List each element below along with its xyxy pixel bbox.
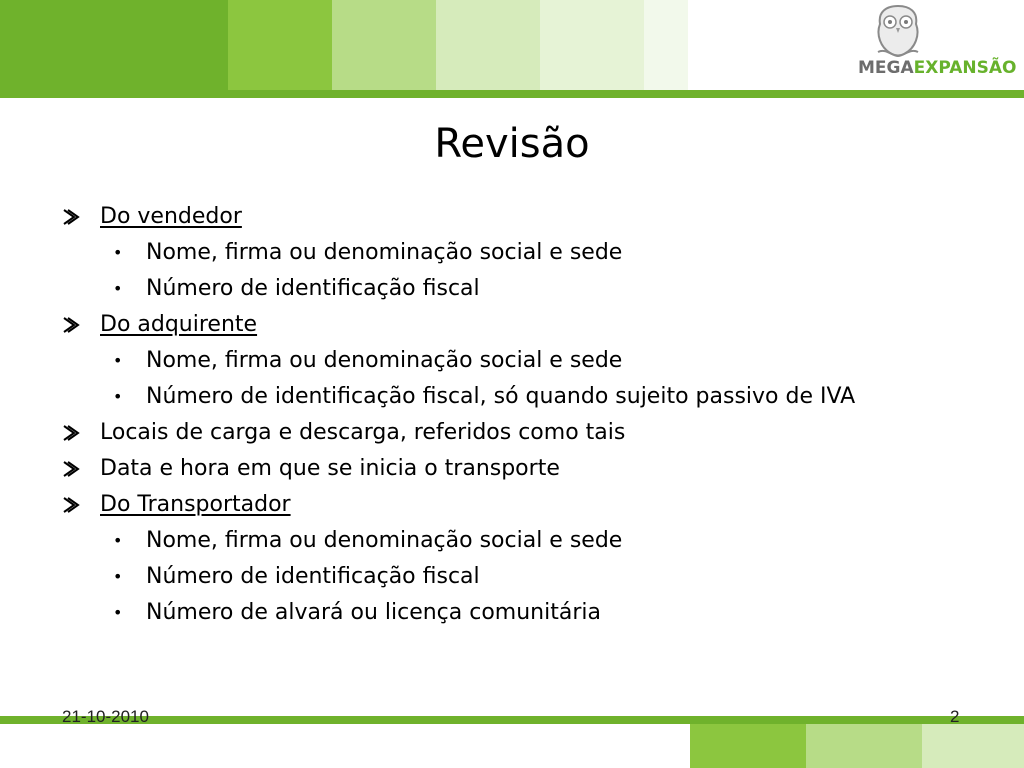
- header-band-3: [332, 0, 436, 90]
- page-number: 2: [950, 707, 960, 726]
- list-item-text: Nome, firma ou denominação social e sede: [146, 348, 623, 373]
- list-item-text: Do Transportador: [100, 492, 291, 517]
- arrow-bullet-icon: [62, 417, 82, 449]
- list-item-text: Do adquirente: [100, 312, 258, 337]
- list-item-level-2: [62, 525, 942, 557]
- list-item-text: Nome, firma ou denominação social e sede: [146, 528, 623, 553]
- arrow-bullet-icon: [62, 489, 82, 521]
- list-item-text: Locais de carga e descarga, referidos como tais: [100, 420, 626, 445]
- footer-date: 21-10-2010: [62, 707, 149, 726]
- list-item-level-2: [62, 381, 942, 413]
- header-band-4: [436, 0, 540, 90]
- footer-band-1: [690, 724, 806, 768]
- list-item-level-2: [62, 273, 942, 305]
- dot-bullet: •: [113, 387, 123, 406]
- list-item-text: Nome, firma ou denominação social e sede: [146, 240, 623, 265]
- list-item-level-2: [62, 597, 942, 629]
- dot-bullet: •: [113, 531, 123, 550]
- list-item-text: Número de identificação fiscal: [146, 564, 480, 589]
- list-item-text: Número de alvará ou licença comunitária: [146, 600, 601, 625]
- logo-text-mega: MEGA: [858, 58, 914, 78]
- arrow-bullet-icon: [62, 201, 82, 233]
- list-item-level-1: [62, 417, 942, 449]
- footer-band-3: [922, 724, 1024, 768]
- dot-bullet: •: [113, 279, 123, 298]
- arrow-bullet-icon: [62, 453, 82, 485]
- list-item-text: Número de identificação fiscal: [146, 276, 480, 301]
- header-band-5: [540, 0, 644, 90]
- logo-text-expansao: EXPANSÃO: [913, 58, 1017, 78]
- header-band-1: [0, 0, 228, 90]
- slide-content: [62, 201, 942, 629]
- footer-divider: [0, 716, 1024, 724]
- header-band-2: [228, 0, 332, 90]
- dot-bullet: •: [113, 567, 123, 586]
- arrow-bullet-icon: [62, 309, 82, 341]
- list-item-level-2: [62, 561, 942, 593]
- list-item-level-1: [62, 489, 942, 521]
- owl-logo-icon: [872, 4, 924, 60]
- dot-bullet: •: [113, 351, 123, 370]
- list-item-text: Número de identificação fiscal, só quando sujeito passivo de IVA: [146, 384, 856, 409]
- header-divider: [0, 90, 1024, 98]
- list-item-level-2: [62, 237, 942, 269]
- header-band-6: [644, 0, 688, 90]
- footer-band-2: [806, 724, 922, 768]
- slide-title: Revisão: [434, 121, 590, 167]
- list-item-level-1: [62, 453, 942, 485]
- logo-wordmark: [858, 58, 1017, 78]
- list-item-level-1: [62, 201, 942, 233]
- list-item-text: Data e hora em que se inicia o transporte: [100, 456, 560, 481]
- list-item-text: Do vendedor: [100, 204, 242, 229]
- list-item-level-1: [62, 309, 942, 341]
- company-logo: [852, 2, 1017, 88]
- dot-bullet: •: [113, 603, 123, 622]
- dot-bullet: •: [113, 243, 123, 262]
- list-item-level-2: [62, 345, 942, 377]
